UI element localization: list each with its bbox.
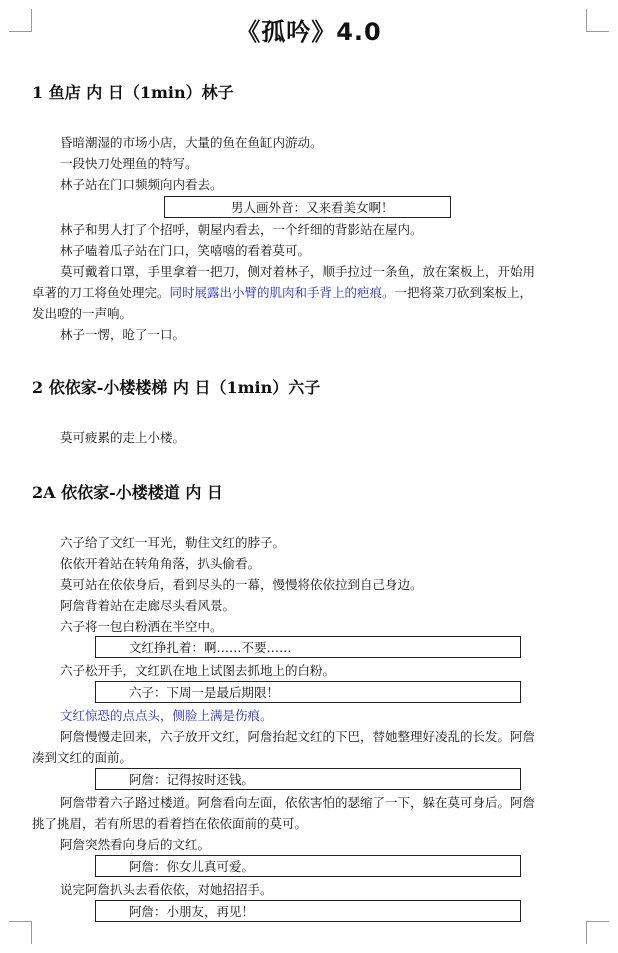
action-line: 发出噔的一声响。: [32, 306, 133, 321]
action-line: 阿詹背着站在走廊尽头看风景。: [60, 598, 236, 613]
dialogue-text: 文红挣扎着：啊……不要……: [129, 640, 292, 655]
action-line: [32, 285, 532, 301]
action-line: 莫可疲累的走上小楼。: [60, 430, 186, 445]
action-line: 昏暗潮湿的市场小店，大量的鱼在鱼缸内游动。: [60, 135, 323, 150]
action-line: 一段快刀处理鱼的特写。: [60, 156, 198, 171]
action-text: 一把将菜刀砍到案板上，: [394, 285, 533, 300]
action-line: 林子一愣，呛了一口。: [60, 327, 186, 342]
dialogue-box: [95, 681, 521, 703]
action-line: 林子嗑着瓜子站在门口，笑嘻嘻的看着莫可。: [60, 243, 311, 258]
action-line: 六子给了文红一耳光，勒住文红的脖子。: [60, 535, 286, 550]
action-line: 莫可戴着口罩，手里拿着一把刀，侧对着林子，顺手拉过一条鱼，放在案板上，开始用: [60, 264, 536, 279]
dialogue-box: [95, 636, 521, 658]
dialogue-box: [95, 768, 521, 790]
action-line: 挑了挑眉，若有所思的看着挡在依依面前的莫可。: [32, 816, 308, 831]
dialogue-text: 阿詹：你女儿真可爱。: [129, 859, 255, 874]
action-line: 说完阿詹扒头去看依依，对她招招手。: [60, 882, 273, 897]
dialogue-box: [95, 855, 521, 877]
scene-heading-1: 1 鱼店 内 日（1min）林子: [32, 83, 234, 102]
action-line: 阿詹带着六子路过楼道。阿詹看向左面，依依害怕的瑟缩了一下，躲在莫可身后。阿詹: [60, 795, 536, 810]
action-line: 依依开着站在转角角落，扒头偷看。: [60, 556, 261, 571]
action-line: 阿詹突然看向身后的文红。: [60, 837, 211, 852]
action-line: 莫可站在依依身后，看到尽头的一幕，慢慢将依依拉到自己身边。: [60, 577, 423, 592]
dialogue-text: 男人画外音：又来看美女啊！: [231, 200, 394, 215]
dialogue-box: [164, 196, 451, 218]
scene-heading-2a: 2A 依依家-小楼楼道 内 日: [32, 483, 223, 502]
dialogue-text: 阿詹：小朋友，再见！: [129, 904, 255, 919]
action-line: 林子站在门口频频向内看去。: [60, 177, 223, 192]
action-line: 六子将一包白粉洒在半空中。: [60, 619, 223, 634]
dialogue-text: 六子：下周一是最后期限！: [129, 685, 280, 700]
document-title: 《孤吟》4.0: [236, 18, 382, 46]
scene-heading-2: 2 依依家-小楼楼梯 内 日（1min）六子: [32, 378, 321, 397]
highlighted-action-text: 同时展露出小臂的肌肉和手背上的疤痕。: [169, 285, 395, 300]
page-corner-mark: [586, 921, 609, 944]
action-line: 六子松开手，文红趴在地上试图去抓地上的白粉。: [60, 663, 336, 678]
highlighted-action-line: 文红惊恐的点点头，侧脸上满是伤痕。: [60, 708, 273, 723]
dialogue-box: [95, 900, 521, 922]
action-line: 阿詹慢慢走回来，六子放开文红，阿詹抬起文红的下巴，替她整理好凌乱的长发。阿詹: [60, 729, 536, 744]
dialogue-text: 阿詹：记得按时还钱。: [129, 772, 255, 787]
action-text: 卓著的刀工将鱼处理完。: [32, 285, 170, 300]
action-line: 林子和男人打了个招呼，朝屋内看去，一个纤细的背影站在屋内。: [60, 222, 423, 237]
action-line: 凑到文红的面前。: [32, 750, 133, 765]
page-corner-mark: [9, 921, 32, 944]
